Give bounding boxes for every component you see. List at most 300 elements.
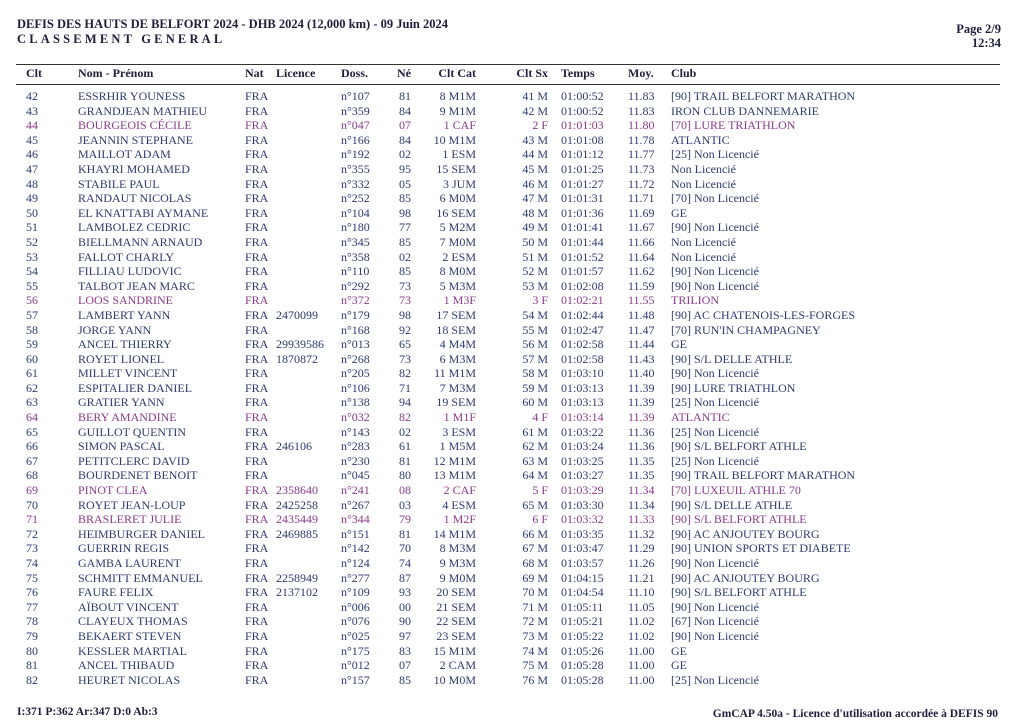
cell-ne: 85 xyxy=(399,234,411,249)
cell-doss: n°012 xyxy=(341,658,370,673)
cell-cltcat: 3 JUM xyxy=(442,176,476,191)
cell-temps: 01:05:21 xyxy=(561,614,604,629)
cell-temps: 01:01:27 xyxy=(561,176,604,191)
cell-temps: 01:02:58 xyxy=(561,351,604,366)
cell-moy: 11.59 xyxy=(628,278,655,293)
table-row xyxy=(0,366,1024,381)
cell-temps: 01:00:52 xyxy=(561,103,604,118)
cell-nom: ROYET JEAN-LOUP xyxy=(78,497,186,512)
cell-clt: 79 xyxy=(26,628,38,643)
cell-moy: 11.67 xyxy=(628,220,655,235)
cell-clt: 77 xyxy=(26,599,38,614)
cell-doss: n°268 xyxy=(341,351,370,366)
cell-cltcat: 7 M0M xyxy=(439,234,476,249)
cell-clt: 69 xyxy=(26,483,38,498)
cell-ne: 08 xyxy=(399,483,411,498)
cell-licence: 2435449 xyxy=(276,512,318,527)
cell-doss: n°283 xyxy=(341,439,370,454)
col-moy: Moy. xyxy=(628,66,654,80)
cell-clt: 80 xyxy=(26,643,38,658)
cell-cltcat: 5 M2M xyxy=(439,220,476,235)
cell-nat: FRA xyxy=(245,176,269,191)
cell-ne: 87 xyxy=(399,570,411,585)
cell-ne: 82 xyxy=(399,366,411,381)
cell-cltcat: 17 SEM xyxy=(436,307,476,322)
cell-moy: 11.02 xyxy=(628,628,655,643)
cell-club: [90] LURE TRIATHLON xyxy=(671,380,796,395)
cell-nat: FRA xyxy=(245,453,269,468)
cell-cltcat: 1 M5M xyxy=(439,439,476,454)
cell-ne: 02 xyxy=(399,424,411,439)
cell-club: [90] AC ANJOUTEY BOURG xyxy=(671,526,820,541)
cell-temps: 01:03:57 xyxy=(561,556,604,570)
cell-cltsx: 48 M xyxy=(522,205,548,220)
cell-moy: 11.39 xyxy=(628,395,655,410)
cell-clt: 48 xyxy=(26,176,38,191)
cell-clt: 59 xyxy=(26,337,38,352)
cell-nat: FRA xyxy=(245,439,269,454)
cell-temps: 01:05:22 xyxy=(561,628,604,643)
cell-licence: 29939586 xyxy=(276,337,324,352)
table-row xyxy=(0,104,1024,119)
cell-doss: n°359 xyxy=(341,103,370,118)
cell-moy: 11.66 xyxy=(628,234,655,249)
cell-temps: 01:02:21 xyxy=(561,293,604,308)
cell-temps: 01:02:58 xyxy=(561,337,604,352)
cell-ne: 71 xyxy=(399,380,411,395)
cell-doss: n°157 xyxy=(341,672,370,687)
cell-cltcat: 6 M3M xyxy=(439,351,476,366)
cell-club: [90] AC CHATENOIS-LES-FORGES xyxy=(671,307,856,322)
table-row xyxy=(0,483,1024,498)
table-row xyxy=(0,395,1024,410)
cell-ne: 74 xyxy=(399,556,411,570)
cell-moy: 11.21 xyxy=(628,570,655,585)
cell-nat: FRA xyxy=(245,264,269,279)
cell-moy: 11.48 xyxy=(628,307,655,322)
cell-clt: 52 xyxy=(26,234,38,249)
cell-cltsx: 73 M xyxy=(522,628,548,643)
cell-nom: TALBOT JEAN MARC xyxy=(78,278,195,293)
cell-temps: 01:01:44 xyxy=(561,234,604,249)
cell-doss: n°358 xyxy=(341,249,370,264)
cell-ne: 73 xyxy=(399,351,411,366)
cell-club: ATLANTIC xyxy=(671,132,730,147)
cell-licence: 2358640 xyxy=(276,483,318,498)
cell-nat: FRA xyxy=(245,132,269,147)
col-doss: Doss. xyxy=(341,66,369,80)
document-subtitle: CLASSEMENT GENERAL xyxy=(17,32,226,46)
cell-moy: 11.26 xyxy=(628,556,655,570)
cell-ne: 98 xyxy=(399,205,411,220)
cell-temps: 01:01:52 xyxy=(561,249,604,264)
cell-moy: 11.40 xyxy=(628,366,655,381)
cell-cltsx: 75 M xyxy=(522,658,548,673)
cell-clt: 78 xyxy=(26,614,38,629)
col-licence: Licence xyxy=(276,66,316,80)
cell-ne: 98 xyxy=(399,307,411,322)
cell-nat: FRA xyxy=(245,366,269,381)
table-row xyxy=(0,571,1024,586)
cell-cltcat: 11 M1M xyxy=(434,366,476,381)
table-row xyxy=(0,556,1024,571)
cell-club: [90] Non Licencié xyxy=(671,220,759,235)
cell-nat: FRA xyxy=(245,307,269,322)
cell-doss: n°205 xyxy=(341,366,370,381)
cell-cltcat: 8 M1M xyxy=(439,89,476,103)
cell-moy: 11.39 xyxy=(628,410,655,425)
cell-club: [25] Non Licencié xyxy=(671,395,759,410)
cell-nat: FRA xyxy=(245,220,269,235)
cell-nat: FRA xyxy=(245,541,269,556)
cell-cltsx: 71 M xyxy=(522,599,548,614)
cell-cltcat: 2 ESM xyxy=(442,249,476,264)
cell-temps: 01:05:28 xyxy=(561,658,604,673)
cell-ne: 85 xyxy=(399,191,411,206)
cell-nat: FRA xyxy=(245,147,269,162)
table-row xyxy=(0,89,1024,104)
cell-doss: n°032 xyxy=(341,410,370,425)
table-row xyxy=(0,658,1024,673)
cell-temps: 01:01:31 xyxy=(561,191,604,206)
cell-ne: 70 xyxy=(399,541,411,556)
table-row xyxy=(0,191,1024,206)
cell-ne: 85 xyxy=(399,672,411,687)
cell-nom: LAMBERT YANN xyxy=(78,307,171,322)
cell-club: [90] UNION SPORTS ET DIABETE xyxy=(671,541,851,556)
cell-nom: FAURE FELIX xyxy=(78,585,154,600)
cell-cltsx: 53 M xyxy=(522,278,548,293)
cell-nat: FRA xyxy=(245,322,269,337)
cell-clt: 43 xyxy=(26,103,38,118)
cell-cltcat: 21 SEM xyxy=(436,599,476,614)
cell-club: [90] TRAIL BELFORT MARATHON xyxy=(671,89,856,103)
table-row xyxy=(0,133,1024,148)
cell-doss: n°332 xyxy=(341,176,370,191)
cell-cltsx: 52 M xyxy=(522,264,548,279)
table-row xyxy=(0,512,1024,527)
cell-moy: 11.00 xyxy=(628,658,655,673)
cell-cltsx: 59 M xyxy=(522,380,548,395)
cell-ne: 80 xyxy=(399,468,411,483)
cell-moy: 11.39 xyxy=(628,380,655,395)
table-row xyxy=(0,498,1024,513)
cell-nat: FRA xyxy=(245,424,269,439)
cell-cltsx: 69 M xyxy=(522,570,548,585)
cell-clt: 76 xyxy=(26,585,38,600)
cell-cltsx: 63 M xyxy=(522,453,548,468)
cell-cltcat: 10 M1M xyxy=(433,132,476,147)
cell-temps: 01:03:22 xyxy=(561,424,604,439)
cell-club: [25] Non Licencié xyxy=(671,672,759,687)
cell-doss: n°104 xyxy=(341,205,370,220)
cell-ne: 77 xyxy=(399,220,411,235)
table-row xyxy=(0,585,1024,600)
cell-doss: n°372 xyxy=(341,293,370,308)
cell-cltcat: 1 ESM xyxy=(442,147,476,162)
table-row xyxy=(0,337,1024,352)
cell-moy: 11.69 xyxy=(628,205,655,220)
cell-clt: 47 xyxy=(26,161,38,176)
cell-clt: 71 xyxy=(26,512,38,527)
table-row xyxy=(0,439,1024,454)
table-row xyxy=(0,279,1024,294)
cell-moy: 11.36 xyxy=(628,424,655,439)
cell-nom: GRANDJEAN MATHIEU xyxy=(78,103,207,118)
cell-clt: 54 xyxy=(26,264,38,279)
cell-cltcat: 7 M3M xyxy=(439,380,476,395)
cell-moy: 11.33 xyxy=(628,512,655,527)
cell-nat: FRA xyxy=(245,89,269,103)
cell-club: [90] Non Licencié xyxy=(671,599,759,614)
cell-club: [90] Non Licencié xyxy=(671,556,759,570)
table-row xyxy=(0,600,1024,615)
cell-cltcat: 1 CAF xyxy=(443,118,476,133)
col-club: Club xyxy=(671,66,697,80)
cell-nom: MAILLOT ADAM xyxy=(78,147,171,162)
cell-moy: 11.34 xyxy=(628,483,655,498)
cell-ne: 03 xyxy=(399,497,411,512)
cell-nom: HEIMBURGER DANIEL xyxy=(78,526,205,541)
cell-club: [90] Non Licencié xyxy=(671,628,759,643)
cell-nat: FRA xyxy=(245,483,269,498)
cell-cltcat: 23 SEM xyxy=(436,628,476,643)
cell-cltcat: 9 M1M xyxy=(439,103,476,118)
cell-doss: n°025 xyxy=(341,628,370,643)
cell-cltcat: 15 SEM xyxy=(436,161,476,176)
cell-moy: 11.55 xyxy=(628,293,655,308)
cell-nom: EL KNATTABI AYMANE xyxy=(78,205,209,220)
cell-temps: 01:03:30 xyxy=(561,497,604,512)
cell-cltsx: 2 F xyxy=(532,118,548,133)
cell-clt: 60 xyxy=(26,351,38,366)
cell-cltcat: 12 M1M xyxy=(433,453,476,468)
cell-clt: 56 xyxy=(26,293,38,308)
cell-clt: 72 xyxy=(26,526,38,541)
cell-licence: 2137102 xyxy=(276,585,318,600)
header-rule xyxy=(16,84,1000,85)
cell-ne: 84 xyxy=(399,132,411,147)
cell-cltsx: 55 M xyxy=(522,322,548,337)
cell-temps: 01:03:27 xyxy=(561,468,604,483)
cell-cltcat: 9 M3M xyxy=(439,556,476,570)
cell-doss: n°106 xyxy=(341,380,370,395)
col-nat: Nat xyxy=(245,66,264,80)
cell-nat: FRA xyxy=(245,658,269,673)
cell-cltcat: 18 SEM xyxy=(436,322,476,337)
cell-clt: 68 xyxy=(26,468,38,483)
cell-nom: RANDAUT NICOLAS xyxy=(78,191,192,206)
cell-cltcat: 1 M3F xyxy=(443,293,476,308)
cell-ne: 97 xyxy=(399,628,411,643)
table-row xyxy=(0,468,1024,483)
cell-licence: 2470099 xyxy=(276,307,318,322)
cell-cltcat: 22 SEM xyxy=(436,614,476,629)
cell-nom: MILLET VINCENT xyxy=(78,366,178,381)
cell-moy: 11.36 xyxy=(628,439,655,454)
cell-cltcat: 9 M0M xyxy=(439,570,476,585)
cell-nat: FRA xyxy=(245,526,269,541)
cell-temps: 01:01:03 xyxy=(561,118,604,133)
cell-temps: 01:03:13 xyxy=(561,395,604,410)
cell-doss: n°252 xyxy=(341,191,370,206)
table-row xyxy=(0,425,1024,440)
top-rule xyxy=(16,64,1000,65)
cell-nom: GUILLOT QUENTIN xyxy=(78,424,187,439)
cell-nom: KHAYRI MOHAMED xyxy=(78,161,190,176)
cell-doss: n°168 xyxy=(341,322,370,337)
table-row xyxy=(0,177,1024,192)
cell-nom: BIELLMANN ARNAUD xyxy=(78,234,203,249)
cell-clt: 50 xyxy=(26,205,38,220)
cell-nat: FRA xyxy=(245,161,269,176)
cell-doss: n°076 xyxy=(341,614,370,629)
cell-doss: n°292 xyxy=(341,278,370,293)
cell-ne: 07 xyxy=(399,118,411,133)
table-row xyxy=(0,673,1024,688)
cell-ne: 73 xyxy=(399,293,411,308)
cell-club: GE xyxy=(671,658,687,673)
cell-nat: FRA xyxy=(245,234,269,249)
cell-club: [25] Non Licencié xyxy=(671,424,759,439)
cell-temps: 01:03:13 xyxy=(561,380,604,395)
cell-clt: 81 xyxy=(26,658,38,673)
table-row xyxy=(0,541,1024,556)
cell-doss: n°107 xyxy=(341,89,370,103)
cell-cltsx: 61 M xyxy=(522,424,548,439)
cell-nat: FRA xyxy=(245,672,269,687)
cell-ne: 95 xyxy=(399,161,411,176)
cell-temps: 01:02:08 xyxy=(561,278,604,293)
table-row xyxy=(0,220,1024,235)
cell-club: [70] LURE TRIATHLON xyxy=(671,118,796,133)
footer-licence: GmCAP 4.50a - Licence d'utilisation accordée à DEFIS 90 xyxy=(712,708,998,720)
cell-nom: GAMBA LAURENT xyxy=(78,556,182,570)
cell-cltcat: 15 M1M xyxy=(433,643,476,658)
cell-ne: 84 xyxy=(399,103,411,118)
cell-doss: n°267 xyxy=(341,497,370,512)
cell-moy: 11.83 xyxy=(628,89,655,103)
table-row xyxy=(0,147,1024,162)
cell-ne: 65 xyxy=(399,337,411,352)
cell-clt: 55 xyxy=(26,278,38,293)
cell-temps: 01:03:14 xyxy=(561,410,604,425)
cell-temps: 01:03:10 xyxy=(561,366,604,381)
cell-moy: 11.10 xyxy=(628,585,655,600)
cell-nat: FRA xyxy=(245,599,269,614)
cell-nom: PINOT CLEA xyxy=(78,483,148,498)
cell-ne: 02 xyxy=(399,249,411,264)
table-row xyxy=(0,527,1024,542)
cell-moy: 11.43 xyxy=(628,351,655,366)
cell-cltcat: 8 M3M xyxy=(439,541,476,556)
cell-moy: 11.34 xyxy=(628,497,655,512)
footer-stats: I:371 P:362 Ar:347 D:0 Ab:3 xyxy=(17,706,158,718)
cell-doss: n°345 xyxy=(341,234,370,249)
table-row xyxy=(0,293,1024,308)
cell-cltsx: 64 M xyxy=(522,468,548,483)
table-row xyxy=(0,352,1024,367)
cell-club: [25] Non Licencié xyxy=(671,147,759,162)
cell-ne: 94 xyxy=(399,395,411,410)
cell-nom: ROYET LIONEL xyxy=(78,351,165,366)
cell-cltsx: 44 M xyxy=(522,147,548,162)
cell-ne: 90 xyxy=(399,614,411,629)
cell-nom: FILLIAU LUDOVIC xyxy=(78,264,182,279)
cell-nom: ESPITALIER DANIEL xyxy=(78,380,193,395)
cell-doss: n°241 xyxy=(341,483,370,498)
cell-cltcat: 1 M2F xyxy=(443,512,476,527)
cell-cltsx: 5 F xyxy=(532,483,548,498)
cell-nat: FRA xyxy=(245,293,269,308)
cell-ne: 07 xyxy=(399,658,411,673)
cell-temps: 01:01:57 xyxy=(561,264,604,279)
cell-doss: n°151 xyxy=(341,526,370,541)
page-number: Page 2/9 xyxy=(956,22,1001,36)
cell-nat: FRA xyxy=(245,351,269,366)
cell-moy: 11.77 xyxy=(628,147,655,162)
cell-doss: n°180 xyxy=(341,220,370,235)
cell-moy: 11.35 xyxy=(628,468,655,483)
cell-moy: 11.44 xyxy=(628,337,655,352)
cell-club: [90] S/L DELLE ATHLE xyxy=(671,351,793,366)
cell-nat: FRA xyxy=(245,614,269,629)
cell-moy: 11.71 xyxy=(628,191,655,206)
cell-nat: FRA xyxy=(245,410,269,425)
cell-doss: n°277 xyxy=(341,570,370,585)
cell-doss: n°110 xyxy=(341,264,370,279)
cell-nom: BRASLERET JULIE xyxy=(78,512,182,527)
cell-moy: 11.05 xyxy=(628,599,655,614)
cell-ne: 02 xyxy=(399,147,411,162)
cell-nat: FRA xyxy=(245,628,269,643)
cell-clt: 46 xyxy=(26,147,38,162)
cell-doss: n°047 xyxy=(341,118,370,133)
cell-moy: 11.62 xyxy=(628,264,655,279)
cell-cltsx: 76 M xyxy=(522,672,548,687)
cell-temps: 01:05:11 xyxy=(561,599,604,614)
cell-doss: n°124 xyxy=(341,556,370,570)
cell-moy: 11.47 xyxy=(628,322,655,337)
cell-cltcat: 16 SEM xyxy=(436,205,476,220)
cell-cltsx: 72 M xyxy=(522,614,548,629)
cell-moy: 11.32 xyxy=(628,526,655,541)
cell-doss: n°109 xyxy=(341,585,370,600)
cell-cltsx: 56 M xyxy=(522,337,548,352)
cell-club: [90] S/L BELFORT ATHLE xyxy=(671,439,807,454)
results-table xyxy=(0,89,1024,687)
cell-club: [70] RUN'IN CHAMPAGNEY xyxy=(671,322,821,337)
cell-cltcat: 1 M1F xyxy=(443,410,476,425)
cell-temps: 01:01:36 xyxy=(561,205,604,220)
cell-clt: 73 xyxy=(26,541,38,556)
cell-nom: LOOS SANDRINE xyxy=(78,293,174,308)
cell-temps: 01:03:47 xyxy=(561,541,604,556)
cell-clt: 44 xyxy=(26,118,38,133)
cell-clt: 67 xyxy=(26,453,38,468)
cell-doss: n°013 xyxy=(341,337,370,352)
cell-ne: 85 xyxy=(399,264,411,279)
col-temps: Temps xyxy=(561,66,595,80)
cell-cltsx: 51 M xyxy=(522,249,548,264)
cell-temps: 01:01:08 xyxy=(561,132,604,147)
cell-ne: 00 xyxy=(399,599,411,614)
cell-ne: 82 xyxy=(399,410,411,425)
cell-ne: 05 xyxy=(399,176,411,191)
cell-nom: JORGE YANN xyxy=(78,322,152,337)
cell-ne: 79 xyxy=(399,512,411,527)
cell-temps: 01:03:29 xyxy=(561,483,604,498)
